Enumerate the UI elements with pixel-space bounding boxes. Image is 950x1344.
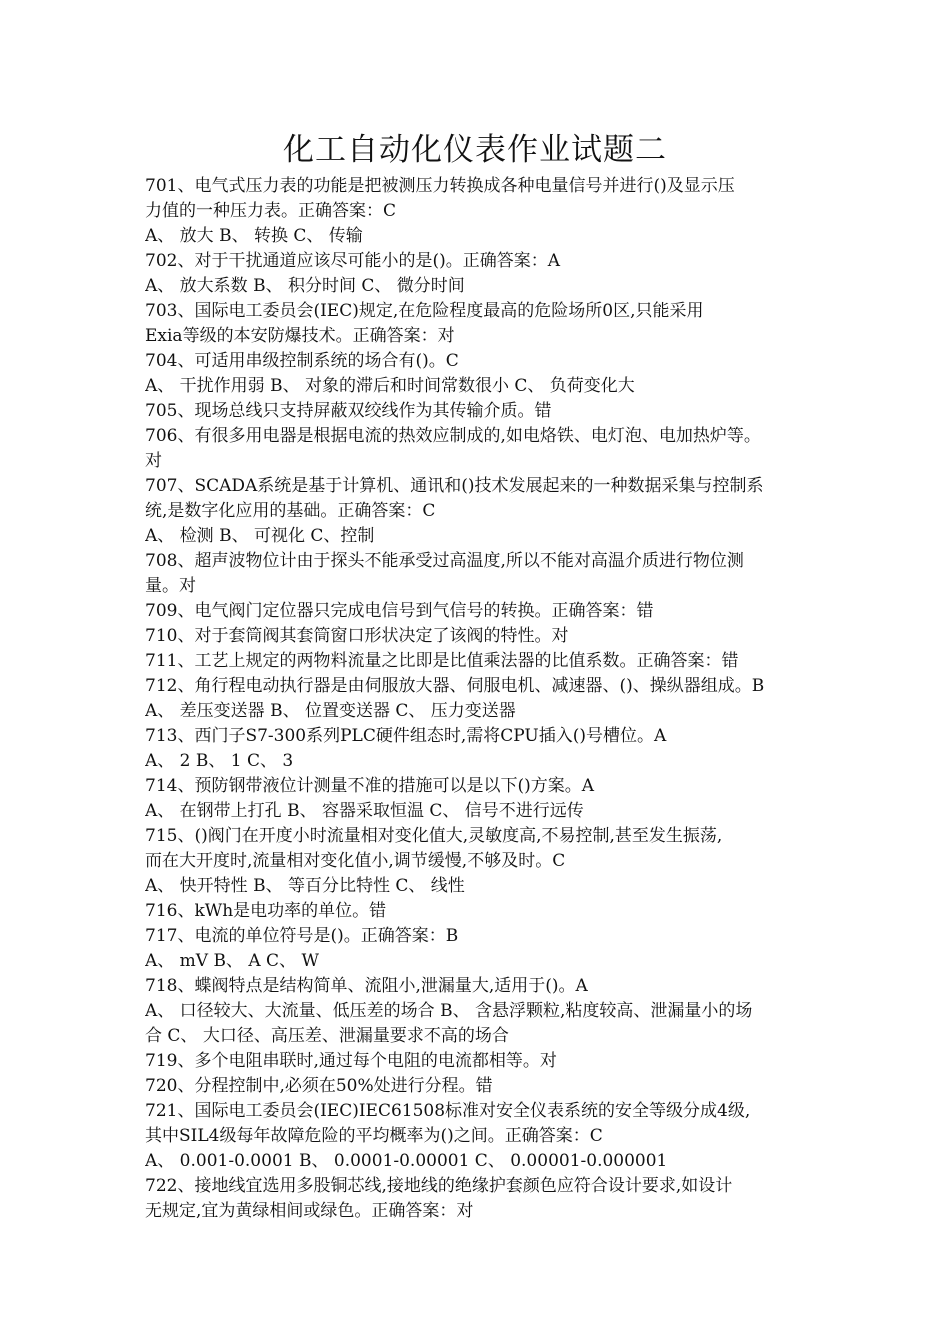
text-line: A、 在钢带上打孔 B、 容器采取恒温 C、 信号不进行远传 — [145, 801, 584, 821]
text-line: 合 C、 大口径、高压差、泄漏量要求不高的场合 — [145, 1026, 509, 1046]
text-line: A、 快开特性 B、 等百分比特性 C、 线性 — [145, 876, 465, 896]
text-line: 706、有很多用电器是根据电流的热效应制成的,如电烙铁、电灯泡、电加热炉等。 — [145, 426, 761, 446]
text-line: A、 口径较大、大流量、低压差的场合 B、 含悬浮颗粒,粘度较高、泄漏量小的场 — [145, 1001, 753, 1021]
text-line: 705、现场总线只支持屏蔽双绞线作为其传输介质。错 — [145, 401, 552, 421]
text-line: 709、电气阀门定位器只完成电信号到气信号的转换。正确答案：错 — [145, 601, 654, 621]
text-line: 717、电流的单位符号是()。正确答案：B — [145, 926, 459, 946]
text-line: 无规定,宜为黄绿相间或绿色。正确答案：对 — [145, 1201, 474, 1221]
text-line: 718、蝶阀特点是结构简单、流阻小,泄漏量大,适用于()。A — [145, 976, 588, 996]
document-title: 化工自动化仪表作业试题二 — [283, 132, 667, 168]
text-line: 711、工艺上规定的两物料流量之比即是比值乘法器的比值系数。正确答案：错 — [145, 651, 739, 671]
text-line: 量。对 — [145, 576, 196, 596]
text-line: A、 干扰作用弱 B、 对象的滞后和时间常数很小 C、 负荷变化大 — [145, 376, 635, 396]
text-line: 715、()阀门在开度小时流量相对变化值大,灵敏度高,不易控制,甚至发生振荡, — [145, 826, 723, 846]
text-line: A、 检测 B、 可视化 C、控制 — [145, 526, 375, 546]
text-line: 719、多个电阻串联时,通过每个电阻的电流都相等。对 — [145, 1051, 557, 1071]
text-line: 704、可适用串级控制系统的场合有()。C — [145, 351, 459, 371]
text-line: 对 — [145, 451, 162, 471]
text-line: A、 放大 B、 转换 C、 传输 — [145, 226, 363, 246]
text-line: A、 放大系数 B、 积分时间 C、 微分时间 — [145, 276, 465, 296]
text-line: 708、超声波物位计由于探头不能承受过高温度,所以不能对高温介质进行物位测 — [145, 551, 744, 571]
text-line: 722、接地线宜选用多股铜芯线,接地线的绝缘护套颜色应符合设计要求,如设计 — [145, 1176, 733, 1196]
text-line: 710、对于套筒阀其套筒窗口形状决定了该阀的特性。对 — [145, 626, 569, 646]
text-line: 703、国际电工委员会(IEC)规定,在危险程度最高的危险场所0区,只能采用 — [145, 301, 704, 321]
text-line: 714、预防钢带液位计测量不准的措施可以是以下()方案。A — [145, 776, 594, 796]
text-line: 707、SCADA系统是基于计算机、通讯和()技术发展起来的一种数据采集与控制系 — [145, 476, 764, 496]
text-line: 712、角行程电动执行器是由伺服放大器、伺服电机、减速器、()、操纵器组成。B — [145, 676, 765, 696]
text-line: A、 差压变送器 B、 位置变送器 C、 压力变送器 — [145, 701, 516, 721]
text-line: 统,是数字化应用的基础。正确答案：C — [145, 501, 436, 521]
text-line: Exia等级的本安防爆技术。正确答案：对 — [145, 326, 455, 346]
question-list — [145, 174, 815, 1224]
text-line: 713、西门子S7-300系列PLC硬件组态时,需将CPU插入()号槽位。A — [145, 726, 667, 746]
text-line: 其中SIL4级每年故障危险的平均概率为()之间。正确答案：C — [145, 1126, 603, 1146]
text-line: 716、kWh是电功率的单位。错 — [145, 901, 387, 921]
text-line: A、 0.001-0.0001 B、 0.0001-0.00001 C、 0.00001-0.000001 — [145, 1151, 668, 1171]
text-line: 力值的一种压力表。正确答案：C — [145, 201, 397, 221]
text-line: 701、电气式压力表的功能是把被测压力转换成各种电量信号并进行()及显示压 — [145, 176, 735, 196]
text-line: 而在大开度时,流量相对变化值小,调节缓慢,不够及时。C — [145, 851, 566, 871]
text-line: 720、分程控制中,必须在50%处进行分程。错 — [145, 1076, 493, 1096]
text-line: A、 2 B、 1 C、 3 — [145, 751, 294, 771]
text-line: A、 mV B、 A C、 W — [145, 951, 319, 971]
text-line: 721、国际电工委员会(IEC)IEC61508标准对安全仪表系统的安全等级分成4级, — [145, 1101, 751, 1121]
text-line: 702、对于干扰通道应该尽可能小的是()。正确答案：A — [145, 251, 560, 271]
